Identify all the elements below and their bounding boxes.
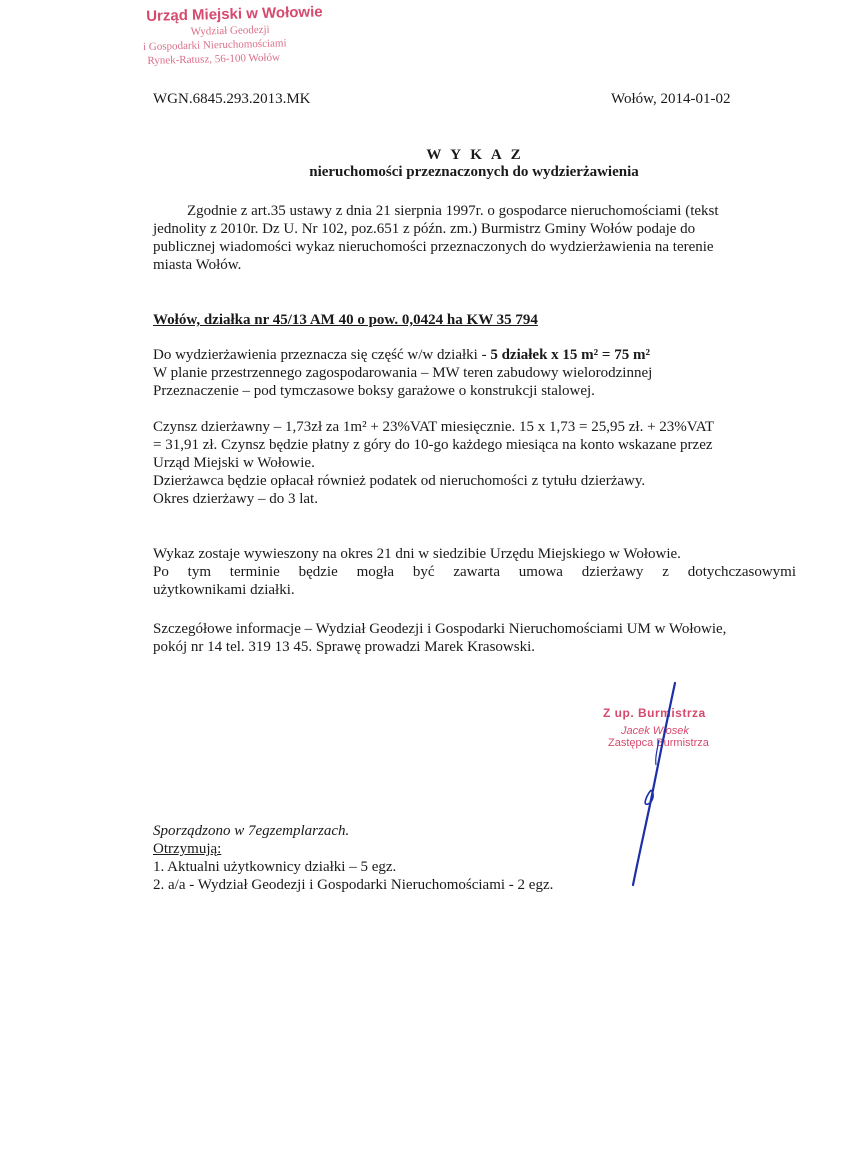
place-date: Wołów, 2014-01-02 xyxy=(611,91,731,107)
stamp-department-2: i Gospodarki Nieruchomościami xyxy=(142,37,287,54)
document-subtitle: nieruchomości przeznaczonych do wydzierżawienia xyxy=(309,164,639,180)
rent-line-2: = 31,91 zł. Czynsz będzie płatny z góry do 10-go każdego miesiąca na konto wskazane przez xyxy=(153,437,713,453)
info-line-1: Szczegółowe informacje – Wydział Geodezji i Gospodarki Nieruchomościami UM w Wołowie, xyxy=(153,621,727,637)
posting-line-3: użytkownikami działki. xyxy=(153,582,295,598)
recipients-label: Otrzymują: xyxy=(153,841,222,857)
stamp-address: Rynek-Ratusz, 56-100 Wołów xyxy=(147,51,281,67)
intro-line-3: publicznej wiadomości wykaz nieruchomości przeznaczonych do wydzierżawienia na terenie xyxy=(153,239,714,255)
recipient-item-2: 2. a/a - Wydział Geodezji i Gospodarki Nieruchomościami - 2 egz. xyxy=(153,877,554,893)
rent-line-4: Dzierżawca będzie opłacał również podatek od nieruchomości z tytułu dzierżawy. xyxy=(153,473,646,489)
rent-line-5: Okres dzierżawy – do 3 lat. xyxy=(153,491,318,507)
details-line-2: W planie przestrzennego zagospodarowania – MW teren zabudowy wielorodzinnej xyxy=(153,365,653,381)
handwritten-signature xyxy=(615,680,685,890)
signature-authority: Z up. Burmistrza xyxy=(603,706,706,720)
stamp-department: Wydział Geodezji xyxy=(190,23,270,38)
rent-line-3: Urząd Miejski w Wołowie. xyxy=(153,455,315,471)
intro-line-1: Zgodnie z art.35 ustawy z dnia 21 sierpnia 1997r. o gospodarce nieruchomościami (tekst xyxy=(187,203,719,219)
office-stamp xyxy=(142,3,324,67)
reference-number: WGN.6845.293.2013.MK xyxy=(153,91,311,107)
recipient-item-1: 1. Aktualni użytkownicy działki – 5 egz. xyxy=(153,859,397,875)
document-title: W Y K A Z xyxy=(426,147,524,163)
posting-line-1: Wykaz zostaje wywieszony na okres 21 dni w siedzibie Urzędu Miejskiego w Wołowie. xyxy=(153,546,681,562)
info-line-2: pokój nr 14 tel. 319 13 45. Sprawę prowadzi Marek Krasowski. xyxy=(153,639,536,655)
signature-position: Zastępca Burmistrza xyxy=(608,737,709,749)
property-heading: Wołów, działka nr 45/13 AM 40 o pow. 0,0424 ha KW 35 794 xyxy=(153,312,538,328)
signature-name: Jacek Włosek xyxy=(621,725,689,737)
details-area-summary: 5 działek x 15 m² = 75 m² xyxy=(490,347,650,363)
posting-line-2: Po tym terminie będzie mogła być zawarta umowa dzierżawy z dotychczasowymi xyxy=(153,564,796,580)
details-line-3: Przeznaczenie – pod tymczasowe boksy garażowe o konstrukcji stalowej. xyxy=(153,383,595,399)
details-line-1-text: Do wydzierżawienia przeznacza się część w/w działki - xyxy=(153,347,491,363)
prepared-note: Sporządzono w 7egzemplarzach. xyxy=(153,823,350,839)
stamp-office-name: Urząd Miejski w Wołowie xyxy=(146,3,323,25)
intro-line-4: miasta Wołów. xyxy=(153,257,242,273)
rent-line-1: Czynsz dzierżawny – 1,73zł za 1m² + 23%VAT miesięcznie. 15 x 1,73 = 25,95 zł. + 23%VAT xyxy=(153,419,715,435)
details-line-1 xyxy=(153,347,650,364)
intro-line-2: jednolity z 2010r. Dz U. Nr 102, poz.651 z późn. zm.) Burmistrz Gminy Wołów podaje do xyxy=(153,221,696,237)
